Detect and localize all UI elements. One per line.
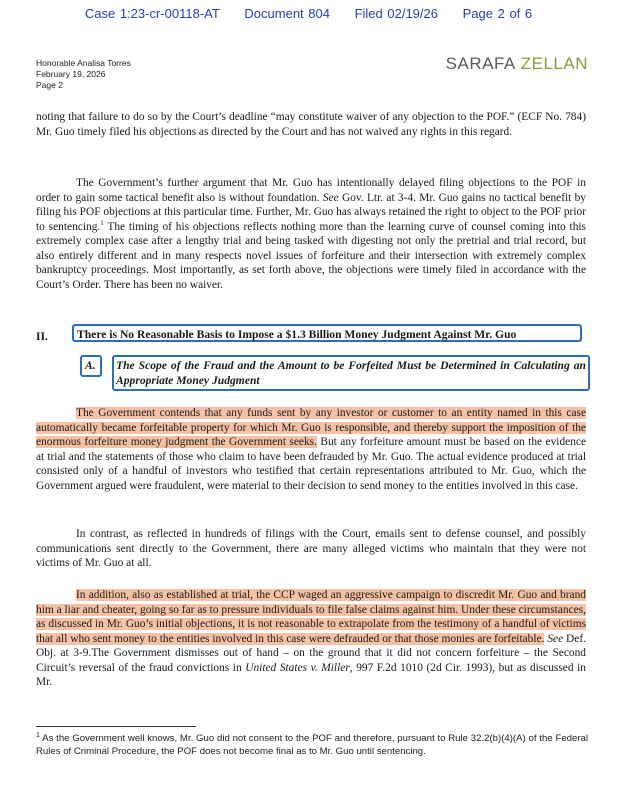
- case-citation: United States v. Miller: [245, 661, 350, 674]
- paragraph-5-text-c: , 997 F.2d 1010 (2d Cir. 1993), but as discussed in Mr.: [36, 661, 586, 688]
- letter-date: February 19, 2026: [36, 69, 106, 79]
- paragraph-1-text: noting that failure to do so by the Court’s deadline “may constitute waiver of any objection to the POF.” (ECF No. 784) Mr. Guo timely filed his objections as directed by the Court and has not waived any rights in this regard.: [36, 111, 586, 138]
- page-count: Page 2 of 6: [462, 6, 533, 21]
- section-number: II.: [36, 330, 48, 343]
- paragraph-5-cite: See: [547, 632, 564, 645]
- letter-page: Page 2: [36, 80, 63, 90]
- footnote-divider: [36, 726, 196, 727]
- highlighted-passage-2: In addition, also as established at trial, the CCP waged an aggressive campaign to discredit Mr. Guo and brand him a liar and cheater, going so far as to pressure individuals to file false claims against him. Under these circumstances, as discussed in Mr. Guo’s initial objections, it is not reasonable to extrapolate from the testimony of a handful of victims that all who sent money to the entities involved in this case were defrauded or that those monies are forfeitable.: [36, 589, 586, 645]
- filed-date: Filed 02/19/26: [354, 6, 438, 21]
- case-header: [0, 6, 617, 21]
- footnote-ref: 1: [100, 218, 104, 227]
- paragraph-2-cite: See: [322, 191, 339, 204]
- paragraph-4-text: In contrast, as reflected in hundreds of filings with the Court, emails sent to defense counsel, and possibly communications sent directly to the Government, there are many alleged victims who maintain that they were not victims of Mr. Guo at all.: [36, 528, 586, 569]
- paragraph-5: [36, 588, 586, 690]
- subsection-heading: The Scope of the Fraud and the Amount to be Forfeited Must be Determined in Calculating an Appropriate Money Judgment: [116, 359, 586, 387]
- footnote: [36, 733, 588, 758]
- paragraph-5-text-b: Def. Obj. at 3-9.The Government dismisses out of hand – on the ground that it did not concern forfeiture – the Second Circuit’s reversal of the fraud convictions in: [36, 632, 586, 674]
- paragraph-1: [36, 110, 586, 139]
- paragraph-2-text-b: Gov. Ltr. at 3-4. Mr. Guo gains no tactical benefit by filing his POF objections at this particular time. Further, Mr. Guo has always retained the right to object to the POF prior to sentencing.: [36, 191, 587, 233]
- highlighted-passage-1: The Government contends that any funds sent by any investor or customer to an entity named in this case automatically became forfeitable property for which Mr. Guo is responsible, and thereby support the imposition of the enormous forfeiture money judgment the Government seeks.: [36, 407, 586, 448]
- paragraph-2: [36, 176, 586, 292]
- case-number: Case 1:23-cr-00118-AT: [84, 6, 220, 21]
- paragraph-2-text-c: The timing of his objections reflects nothing more than the learning curve of counsel coming into this extremely complex case after a lengthy trial and being tasked with digesting not only the pretrial and trial record, but also entirely different and in many respects novel issues of forfeiture and their intersection with extremely complex bankruptcy proceedings. Most importantly, as set forth above, the objections were timely filed in accordance with the Court’s Order. There has been no waiver.: [36, 220, 586, 291]
- recipient: Honorable Analisa Torres: [36, 58, 131, 68]
- firm-logo: [446, 54, 588, 74]
- subsection-letter: A.: [85, 359, 96, 372]
- section-heading: There is No Reasonable Basis to Impose a $1.3 Billion Money Judgment Against Mr. Guo: [77, 328, 517, 341]
- paragraph-3: [36, 406, 586, 493]
- paragraph-3-text: But any forfeiture amount must be based on the evidence at trial and the statements of those who claim to have been defrauded by Mr. Guo. The actual evidence produced at trial consisted only of a handful of investors who testified that certain representations attributed to Mr. Guo, which the Government argued were fraudulent, were material to their decision to send money to the entities involved in this case.: [36, 436, 587, 492]
- footnote-text: As the Government well knows, Mr. Guo did not consent to the POF and therefore, pursuant to Rule 32.2(b)(4)(A) of the Federal Rules of Criminal Procedure, the POF does not become final as to Mr. Guo until sentencing.: [36, 733, 588, 757]
- document-number: Document 804: [244, 6, 330, 21]
- paragraph-2-text-a: The Government’s further argument that Mr. Guo has intentionally delayed filing objections to the POF in order to gain some tactical benefit also is without foundation.: [36, 177, 586, 204]
- paragraph-4: [36, 527, 586, 571]
- letter-meta: [36, 58, 131, 91]
- firm-logo-part1: SARAFA: [445, 54, 516, 73]
- firm-logo-part2: ZELLAN: [520, 54, 588, 73]
- footnote-number: 1: [36, 731, 40, 739]
